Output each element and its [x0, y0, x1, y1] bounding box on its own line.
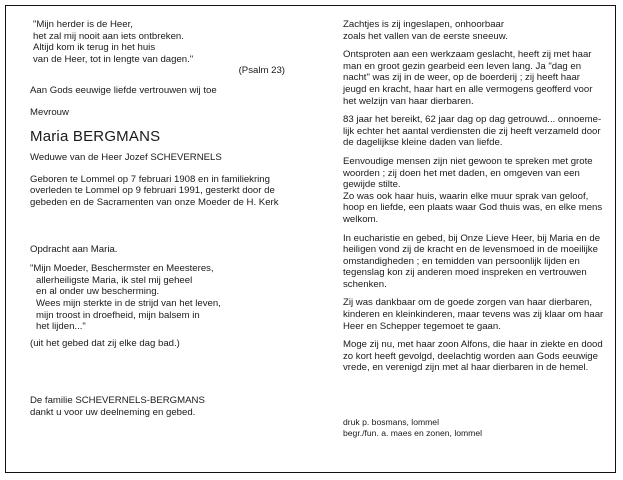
- paragraph-life: [343, 49, 605, 107]
- biography: [30, 174, 315, 209]
- text-line: welkom.: [343, 213, 379, 225]
- text-line: Ontsproten aan een werkzaam geslacht, heeft zij met haar: [343, 49, 592, 61]
- marian-prayer: [30, 263, 315, 333]
- prayer-line: allerheiligste Maria, ik stel mij geheel: [36, 274, 193, 286]
- psalm-line: Altijd kom ik terug in het huis: [33, 42, 156, 54]
- text-line: Eenvoudige mensen zijn niet gewoon te spreken met grote: [343, 155, 593, 167]
- text-line: omstandigheden ; en temidden van persoonlijk lijden en: [343, 255, 580, 267]
- paragraph-gratitude: [343, 297, 605, 332]
- undertaker-line: begr./fun. a. maes en zonen, lommel: [343, 428, 483, 439]
- text-line: Zij was dankbaar om de goede zorgen van haar dierbaren,: [343, 297, 593, 309]
- text-line: man en groot gezin gearbeid een leven lang. Ja "dag en: [343, 60, 582, 72]
- text-line: zo kort heeft gevolgd, deelachtig worden aan Gods eeuwige: [343, 350, 598, 362]
- family-line: De familie SCHEVERNELS-BERGMANS: [30, 395, 205, 407]
- text-line: jeugd en kracht, haar hart en alle vermogens geofferd voor: [343, 83, 593, 95]
- bio-line: overleden te Lommel op 9 februari 1991, gesterkt door de: [30, 185, 275, 197]
- text-line: 83 jaar het bereikt, 62 jaar dag op dag getrouwd... onnoeme-: [343, 114, 602, 126]
- text-line: kinderen en kleinkinderen, maar tevens was zij klaar om haar: [343, 309, 604, 321]
- prayer-line: en al onder uw bescherming.: [36, 286, 160, 298]
- paragraph-faith: [343, 233, 605, 291]
- prayer-line: mijn troost in droefheid, mijn balsem in: [36, 309, 200, 321]
- poem-line: zoals het vallen van de eerste sneeuw.: [343, 30, 508, 42]
- text-line: de dagelijkse kleine daden van liefde.: [343, 137, 503, 149]
- bio-line: gebeden en de Sacramenten van onze Moeder de H. Kerk: [30, 196, 279, 208]
- left-column: [30, 19, 315, 418]
- paragraph-age: [343, 114, 605, 149]
- psalm-quote: [30, 19, 315, 77]
- text-line: tegenslag kon zij anderen moed inspreken en vertrouwen: [343, 267, 587, 279]
- prayer-line: Wees mijn sterkte in de strijd van het leven,: [36, 297, 221, 309]
- dedication: Opdracht aan Maria.: [30, 243, 118, 255]
- text-line: lijk echter het aantal verdiensten die zij heeft verzameld door: [343, 125, 601, 137]
- text-line: het welzijn van haar dierbaren.: [343, 95, 474, 107]
- text-line: vrede, en verenigd zijn met al haar dierbaren in de hemel.: [343, 362, 589, 374]
- text-line: heiligen vond zij de kracht en de levensmoed in de moeilijke: [343, 244, 598, 256]
- text-line: Moge zij nu, met haar zoon Alfons, die haar in ziekte en dood: [343, 339, 603, 351]
- text-line: hoop en liefde, een plaats waar God thuis was, en elke mens: [343, 202, 603, 214]
- prayer-line: het lijden...": [36, 321, 86, 333]
- psalm-line: van de Heer, tot in lengte van dagen.": [33, 53, 194, 65]
- text-line: woorden ; zij doen het met daden, en omgeven van een: [343, 167, 580, 179]
- text-line: schenken.: [343, 278, 387, 290]
- right-column: [343, 19, 605, 439]
- paragraph-simple-people: [343, 156, 605, 226]
- widow-line: Weduwe van de Heer Jozef SCHEVERNELS: [30, 152, 222, 164]
- printer-credits: [343, 417, 605, 439]
- text-line: nacht" was zij in de weer, op de boerderij ; zij heeft haar: [343, 72, 580, 84]
- deceased-name: Maria BERGMANS: [30, 128, 161, 146]
- printer-line: druk p. bosmans, lommel: [343, 417, 439, 428]
- text-line: gewijde stilte.: [343, 179, 401, 191]
- bio-line: Geboren te Lommel op 7 februari 1908 en in familiekring: [30, 173, 270, 185]
- family-thanks: [30, 395, 315, 418]
- entrust-line: Aan Gods eeuwige liefde vertrouwen wij toe: [30, 84, 217, 96]
- prayer-note: (uit het gebed dat zij elke dag bad.): [30, 337, 180, 349]
- text-line: Zo was ook haar huis, waarin elke muur sprak van geloof,: [343, 190, 589, 202]
- text-line: In eucharistie en gebed, bij Onze Lieve Heer, bij Maria en de: [343, 232, 601, 244]
- paragraph-farewell: [343, 339, 605, 374]
- poem-line: Zachtjes is zij ingeslapen, onhoorbaar: [343, 19, 505, 30]
- psalm-reference: (Psalm 23): [238, 65, 285, 77]
- family-line: dankt u voor uw deelneming en gebed.: [30, 406, 196, 418]
- psalm-line: "Mijn herder is de Heer,: [33, 19, 133, 30]
- text-line: Heer en Schepper tegemoet te gaan.: [343, 320, 501, 332]
- psalm-line: het zal mij nooit aan iets ontbreken.: [33, 30, 184, 42]
- memorial-card: [5, 5, 616, 473]
- poem: [343, 19, 605, 42]
- salutation: Mevrouw: [30, 106, 69, 118]
- prayer-line: "Mijn Moeder, Beschermster en Meesteres,: [30, 263, 214, 275]
